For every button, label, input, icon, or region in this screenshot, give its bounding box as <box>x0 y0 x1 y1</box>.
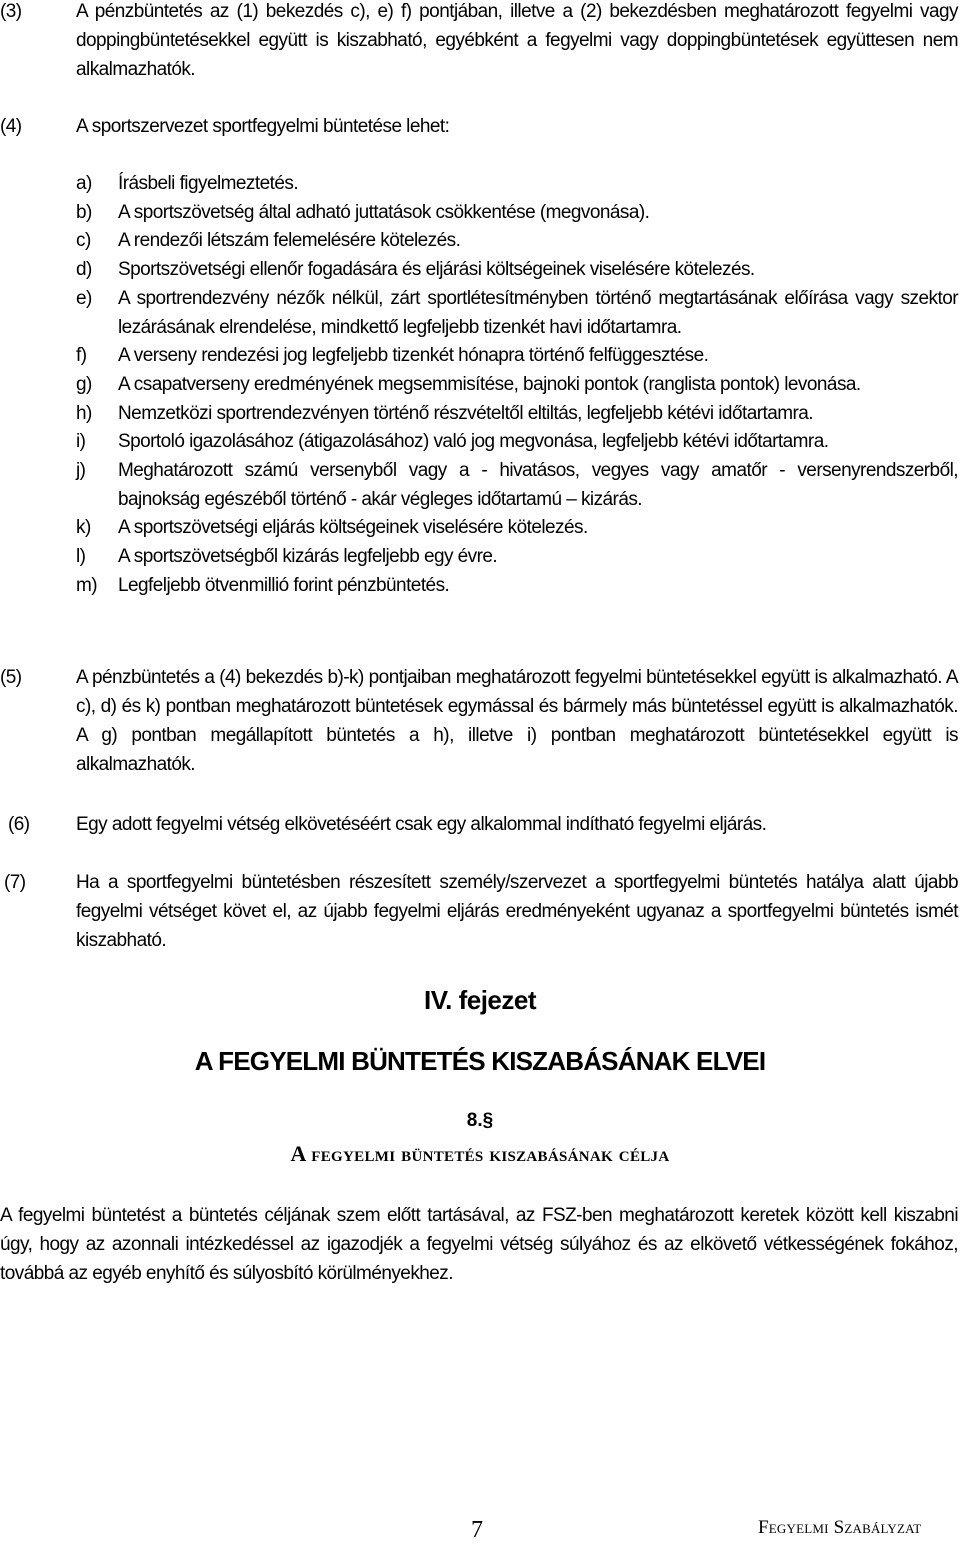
paragraph-number: (7) <box>4 872 26 893</box>
paragraph-text: Egy adott fegyelmi vétség elkövetéséért csak egy alkalommal indítható fegyelmi eljárás. <box>76 814 767 835</box>
list-item <box>76 457 958 514</box>
paragraph-3 <box>0 0 958 84</box>
list-item-text: A verseny rendezési jog legfeljebb tizenkét hónapra történő felfüggesztése. <box>118 345 709 367</box>
list-item-text: Nemzetközi sportrendezvényen történő részvételtől eltiltás, legfeljebb kétévi időtartamra. <box>118 402 814 424</box>
list-item <box>76 285 958 342</box>
section-paragraph <box>0 1201 958 1288</box>
list-item-label: d) <box>76 259 92 281</box>
list-item-label: m) <box>76 574 98 596</box>
list-item-label: k) <box>76 517 91 539</box>
list-item-label: c) <box>76 230 91 252</box>
paragraph-text: A pénzbüntetés a (4) bekezdés b)-k) pontjaiban meghatározott fegyelmi büntetésekkel együtt is alkalmazható. A c), d) és k) pontban meghatározott büntetések egymással és bármely más büntetéssel együtt is alkalmazhatók. A g) pontban megállapított büntetés a h), illetve i) pontban meghatározott büntetésekkel együtt is alkalmazhatók. <box>76 667 958 775</box>
list-item-text: Sportoló igazolásához (átigazolásához) való jog megvonása, legfeljebb kétévi időtartamra. <box>118 431 829 453</box>
paragraph-text: Ha a sportfegyelmi büntetésben részesített személy/szervezet a sportfegyelmi büntetés hatálya alatt újabb fegyelmi vétséget követ el, az újabb fegyelmi eljárás eredményeként ugyanaz a sportfegyelmi büntetés ismét kiszabható. <box>76 872 958 951</box>
list-item <box>76 371 958 400</box>
list-item-text: A rendezői létszám felemelésére kötelezés. <box>118 230 461 252</box>
list-item-label: b) <box>76 201 92 223</box>
paragraph-text: A sportszervezet sportfegyelmi büntetése lehet: <box>76 116 450 137</box>
paragraph-number: (4) <box>0 116 22 137</box>
list-item-text: Sportszövetségi ellenőr fogadására és eljárási költségeinek viselésére kötelezés. <box>118 259 755 281</box>
list-item <box>76 428 958 457</box>
list-item <box>76 227 958 256</box>
paragraph-number: (5) <box>0 667 22 688</box>
list-item-label: f) <box>76 345 87 367</box>
list-item-text: A csapatverseny eredményének megsemmisítése, bajnoki pontok (ranglista pontok) levonása. <box>118 373 861 395</box>
list-item-text: A sportszövetség által adható juttatások csökkentése (megvonása). <box>118 201 650 223</box>
list-item <box>76 400 958 429</box>
paragraph-number: (3) <box>0 1 22 22</box>
list-item <box>76 170 958 199</box>
paragraph-6 <box>0 810 958 839</box>
paragraph-5 <box>0 663 958 779</box>
list-item-text: Meghatározott számú versenyből vagy a - hivatásos, vegyes vagy amatőr - versenyrendszerből, bajnokság egészéből történő - akár végleges időtartamú – kizárás. <box>118 460 958 510</box>
list-item-label: h) <box>76 402 92 424</box>
list-item-text: A sportrendezvény nézők nélkül, zárt sportlétesítményben történő megtartásának előírása vagy szektor lezárásának elrendelése, mindkettő legfeljebb tizenkét havi időtartamra. <box>118 287 958 338</box>
list-item-text: A sportszövetségi eljárás költségeinek viselésére kötelezés. <box>118 517 588 539</box>
list-item-label: j) <box>76 460 86 482</box>
chapter-number: IV. fejezet <box>423 985 537 1015</box>
section-text: A fegyelmi büntetést a büntetés céljának szem előtt tartásával, az FSZ-ben meghatározott keretek között kell kiszabni úgy, hogy az azonnali intézkedéssel az igazodjék a fegyelmi vétség súlyához és az elkövető vétkességének fokához, továbbá az egyéb enyhítő és súlyosbító körülményekhez. <box>0 1205 958 1284</box>
section-title: A fegyelmi büntetés kiszabásának célja <box>290 1141 670 1166</box>
list-item-label: l) <box>76 546 86 568</box>
paragraph-4 <box>0 112 958 141</box>
paragraph-number: (6) <box>8 814 30 835</box>
list-item <box>76 572 958 601</box>
list-item-label: a) <box>76 173 92 194</box>
penalty-list <box>76 170 958 601</box>
section-number: 8.§ <box>466 1110 494 1131</box>
list-item-label: g) <box>76 373 92 395</box>
list-item <box>76 514 958 543</box>
list-item-text: Írásbeli figyelmeztetés. <box>118 173 299 194</box>
list-item-text: Legfeljebb ötvenmillió forint pénzbüntetés. <box>118 574 450 596</box>
footer-document-title: Fegyelmi Szabályzat <box>758 1517 922 1538</box>
paragraph-text: A pénzbüntetés az (1) bekezdés c), e) f) pontjában, illetve a (2) bekezdésben meghatározott fegyelmi vagy doppingbüntetésekkel együtt is kiszabható, egyébként a fegyelmi vagy doppingbüntetések együttesen nem alkalmazhatók. <box>76 1 958 80</box>
list-item <box>76 342 958 371</box>
paragraph-7 <box>0 868 958 955</box>
page-number: 7 <box>471 1517 483 1543</box>
list-item <box>76 199 958 228</box>
list-item-label: e) <box>76 287 92 309</box>
list-item-label: i) <box>76 431 86 453</box>
list-item-text: A sportszövetségből kizárás legfeljebb egy évre. <box>118 546 498 568</box>
chapter-title: A FEGYELMI BÜNTETÉS KISZABÁSÁNAK ELVEI <box>194 1046 766 1076</box>
list-item <box>76 543 958 572</box>
list-item <box>76 256 958 285</box>
